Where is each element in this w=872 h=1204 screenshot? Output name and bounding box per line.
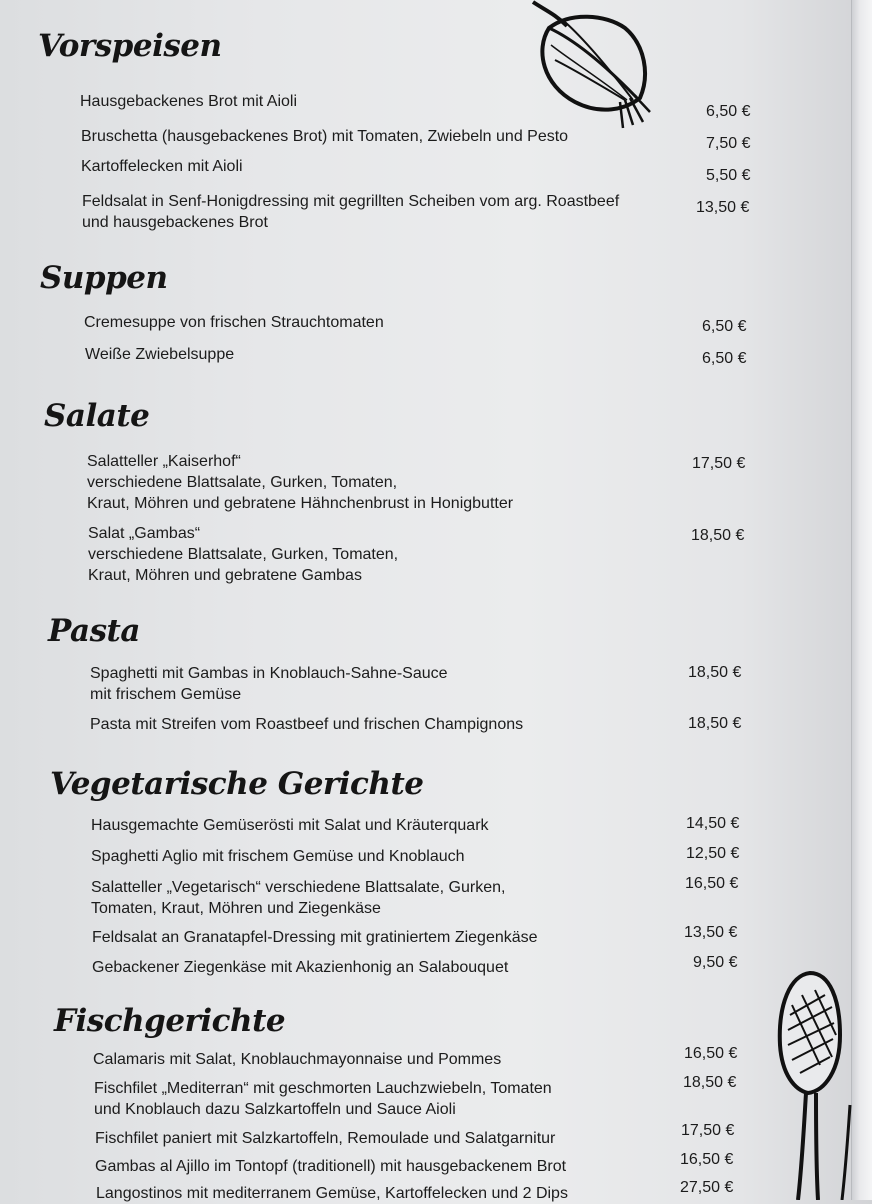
menu-price: 18,50 €: [688, 664, 742, 681]
menu-price: 9,50 €: [693, 954, 738, 971]
menu-item: Bruschetta (hausgebackenes Brot) mit Tomaten, Zwiebeln und Pesto: [81, 128, 569, 145]
menu-price: 17,50 €: [692, 455, 746, 472]
menu-price: 16,50 €: [684, 1045, 738, 1062]
menu-price: 5,50 €: [706, 167, 751, 184]
menu-price: 16,50 €: [685, 875, 739, 892]
menu-price: 14,50 €: [686, 815, 740, 832]
menu-item: Salat „Gambas“ verschiedene Blattsalate, Gurken, Tomaten, Kraut, Möhren und gebratene Gambas: [88, 525, 399, 584]
menu-price: 17,50 €: [681, 1122, 735, 1139]
menu-item: Fischfilet „Mediterran“ mit geschmorten Lauchzwiebeln, Tomaten und Knoblauch dazu Salzkartoffeln und Sauce Aioli: [94, 1080, 552, 1118]
menu-price: 12,50 €: [686, 845, 740, 862]
menu-item: Kartoffelecken mit Aioli: [81, 158, 243, 175]
section-title-salate: Salate: [44, 398, 150, 434]
menu-item: Calamaris mit Salat, Knoblauchmayonnaise und Pommes: [93, 1051, 502, 1068]
menu-item: Gambas al Ajillo im Tontopf (traditionell) mit hausgebackenem Brot: [95, 1158, 567, 1175]
section-title-vorspeisen: Vorspeisen: [38, 28, 222, 64]
menu-item: Pasta mit Streifen vom Roastbeef und frischen Champignons: [90, 716, 524, 733]
menu-item: Spaghetti mit Gambas in Knoblauch-Sahne-Sauce mit frischem Gemüse: [90, 665, 448, 703]
menu-item: Weiße Zwiebelsuppe: [85, 346, 235, 363]
menu-price: 16,50 €: [680, 1151, 734, 1168]
menu-item: Spaghetti Aglio mit frischem Gemüse und Knoblauch: [91, 848, 465, 865]
section-title-vegetarisch: Vegetarische Gerichte: [50, 766, 424, 802]
menu-price: 6,50 €: [702, 318, 747, 335]
menu-item: Gebackener Ziegenkäse mit Akazienhonig an Salabouquet: [92, 959, 509, 976]
menu-price: 18,50 €: [683, 1074, 737, 1091]
menu-item: Hausgebackenes Brot mit Aioli: [80, 93, 297, 110]
menu-price: 7,50 €: [706, 135, 751, 152]
menu-item: Salatteller „Vegetarisch“ verschiedene Blattsalate, Gurken, Tomaten, Kraut, Möhren und Ziegenkäse: [91, 879, 506, 917]
onion-icon: [515, 0, 655, 135]
section-title-pasta: Pasta: [48, 613, 140, 649]
menu-price: 6,50 €: [706, 103, 751, 120]
menu-item: Fischfilet paniert mit Salzkartoffeln, Remoulade und Salatgarnitur: [95, 1130, 556, 1147]
menu-item: Feldsalat an Granatapfel-Dressing mit gratiniertem Ziegenkäse: [92, 929, 538, 946]
menu-item: Hausgemachte Gemüserösti mit Salat und Kräuterquark: [91, 817, 489, 834]
menu-price: 18,50 €: [688, 715, 742, 732]
menu-price: 6,50 €: [702, 350, 747, 367]
section-title-suppen: Suppen: [40, 260, 168, 296]
spoon-icon: [770, 965, 865, 1200]
menu-price: 27,50 €: [680, 1179, 734, 1196]
menu-price: 13,50 €: [684, 924, 738, 941]
section-title-fisch: Fischgerichte: [54, 1003, 286, 1039]
menu-item: Salatteller „Kaiserhof“ verschiedene Blattsalate, Gurken, Tomaten, Kraut, Möhren und gebratene Hähnchenbrust in Honigbutter: [87, 453, 514, 512]
menu-item: Feldsalat in Senf-Honigdressing mit gegrillten Scheiben vom arg. Roastbeef und hausgebackenes Brot: [82, 193, 620, 231]
menu-item: Langostinos mit mediterranem Gemüse, Kartoffelecken und 2 Dips: [96, 1185, 568, 1202]
menu-price: 13,50 €: [696, 199, 750, 216]
menu-price: 18,50 €: [691, 527, 745, 544]
menu-item: Cremesuppe von frischen Strauchtomaten: [84, 314, 384, 331]
